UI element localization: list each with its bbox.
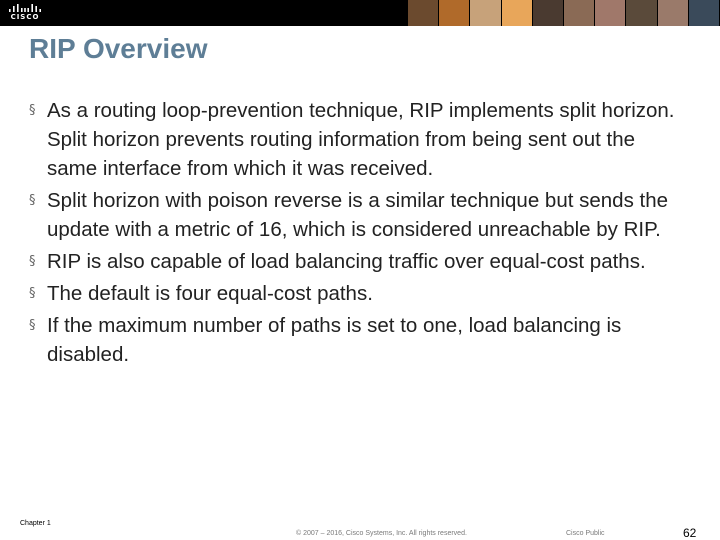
bullet-item — [29, 247, 689, 276]
page-number: 62 — [683, 526, 697, 540]
bullet-text: The default is four equal-cost paths. — [47, 282, 373, 305]
bullet-marker-icon: § — [29, 318, 36, 333]
bullet-marker-icon: § — [29, 103, 36, 118]
bullet-text: Split horizon with poison reverse is a similar technique but sends the update with a metric of 16, which is considered unreachable by RIP. — [47, 189, 669, 241]
bullet-marker-icon: § — [29, 254, 36, 269]
bullet-text: If the maximum number of paths is set to one, load balancing is disabled. — [47, 314, 622, 366]
bullet-item — [29, 96, 689, 183]
bullet-text: RIP is also capable of load balancing traffic over equal-cost paths. — [47, 250, 646, 273]
header-photo — [595, 0, 625, 26]
slide-footer — [0, 520, 720, 540]
cisco-bars-icon — [8, 3, 42, 13]
copyright-notice: © 2007 – 2016, Cisco Systems, Inc. All rights reserved. — [296, 530, 467, 537]
bullet-marker-icon: § — [29, 286, 36, 301]
header-photo — [470, 0, 500, 26]
classification-label: Cisco Public — [566, 530, 605, 537]
bullet-list — [29, 96, 689, 372]
bullet-text: As a routing loop-prevention technique, RIP implements split horizon. Split horizon prevents routing information from being sent out the same interface from which it was received. — [47, 99, 675, 180]
header-bar — [0, 0, 720, 26]
bullet-item — [29, 311, 689, 369]
header-photo — [408, 0, 438, 26]
header-photo-strip — [408, 0, 720, 26]
header-photo — [689, 0, 719, 26]
bullet-item — [29, 186, 689, 244]
cisco-logo-text: CISCO — [10, 13, 40, 21]
bullet-marker-icon: § — [29, 193, 36, 208]
header-photo — [502, 0, 532, 26]
header-photo — [658, 0, 688, 26]
cisco-logo — [8, 3, 42, 23]
header-photo — [564, 0, 594, 26]
header-photo — [439, 0, 469, 26]
slide-title: RIP Overview — [29, 33, 208, 64]
header-photo — [533, 0, 563, 26]
chapter-label: Chapter 1 — [20, 520, 51, 527]
header-photo — [626, 0, 656, 26]
bullet-item — [29, 279, 689, 308]
